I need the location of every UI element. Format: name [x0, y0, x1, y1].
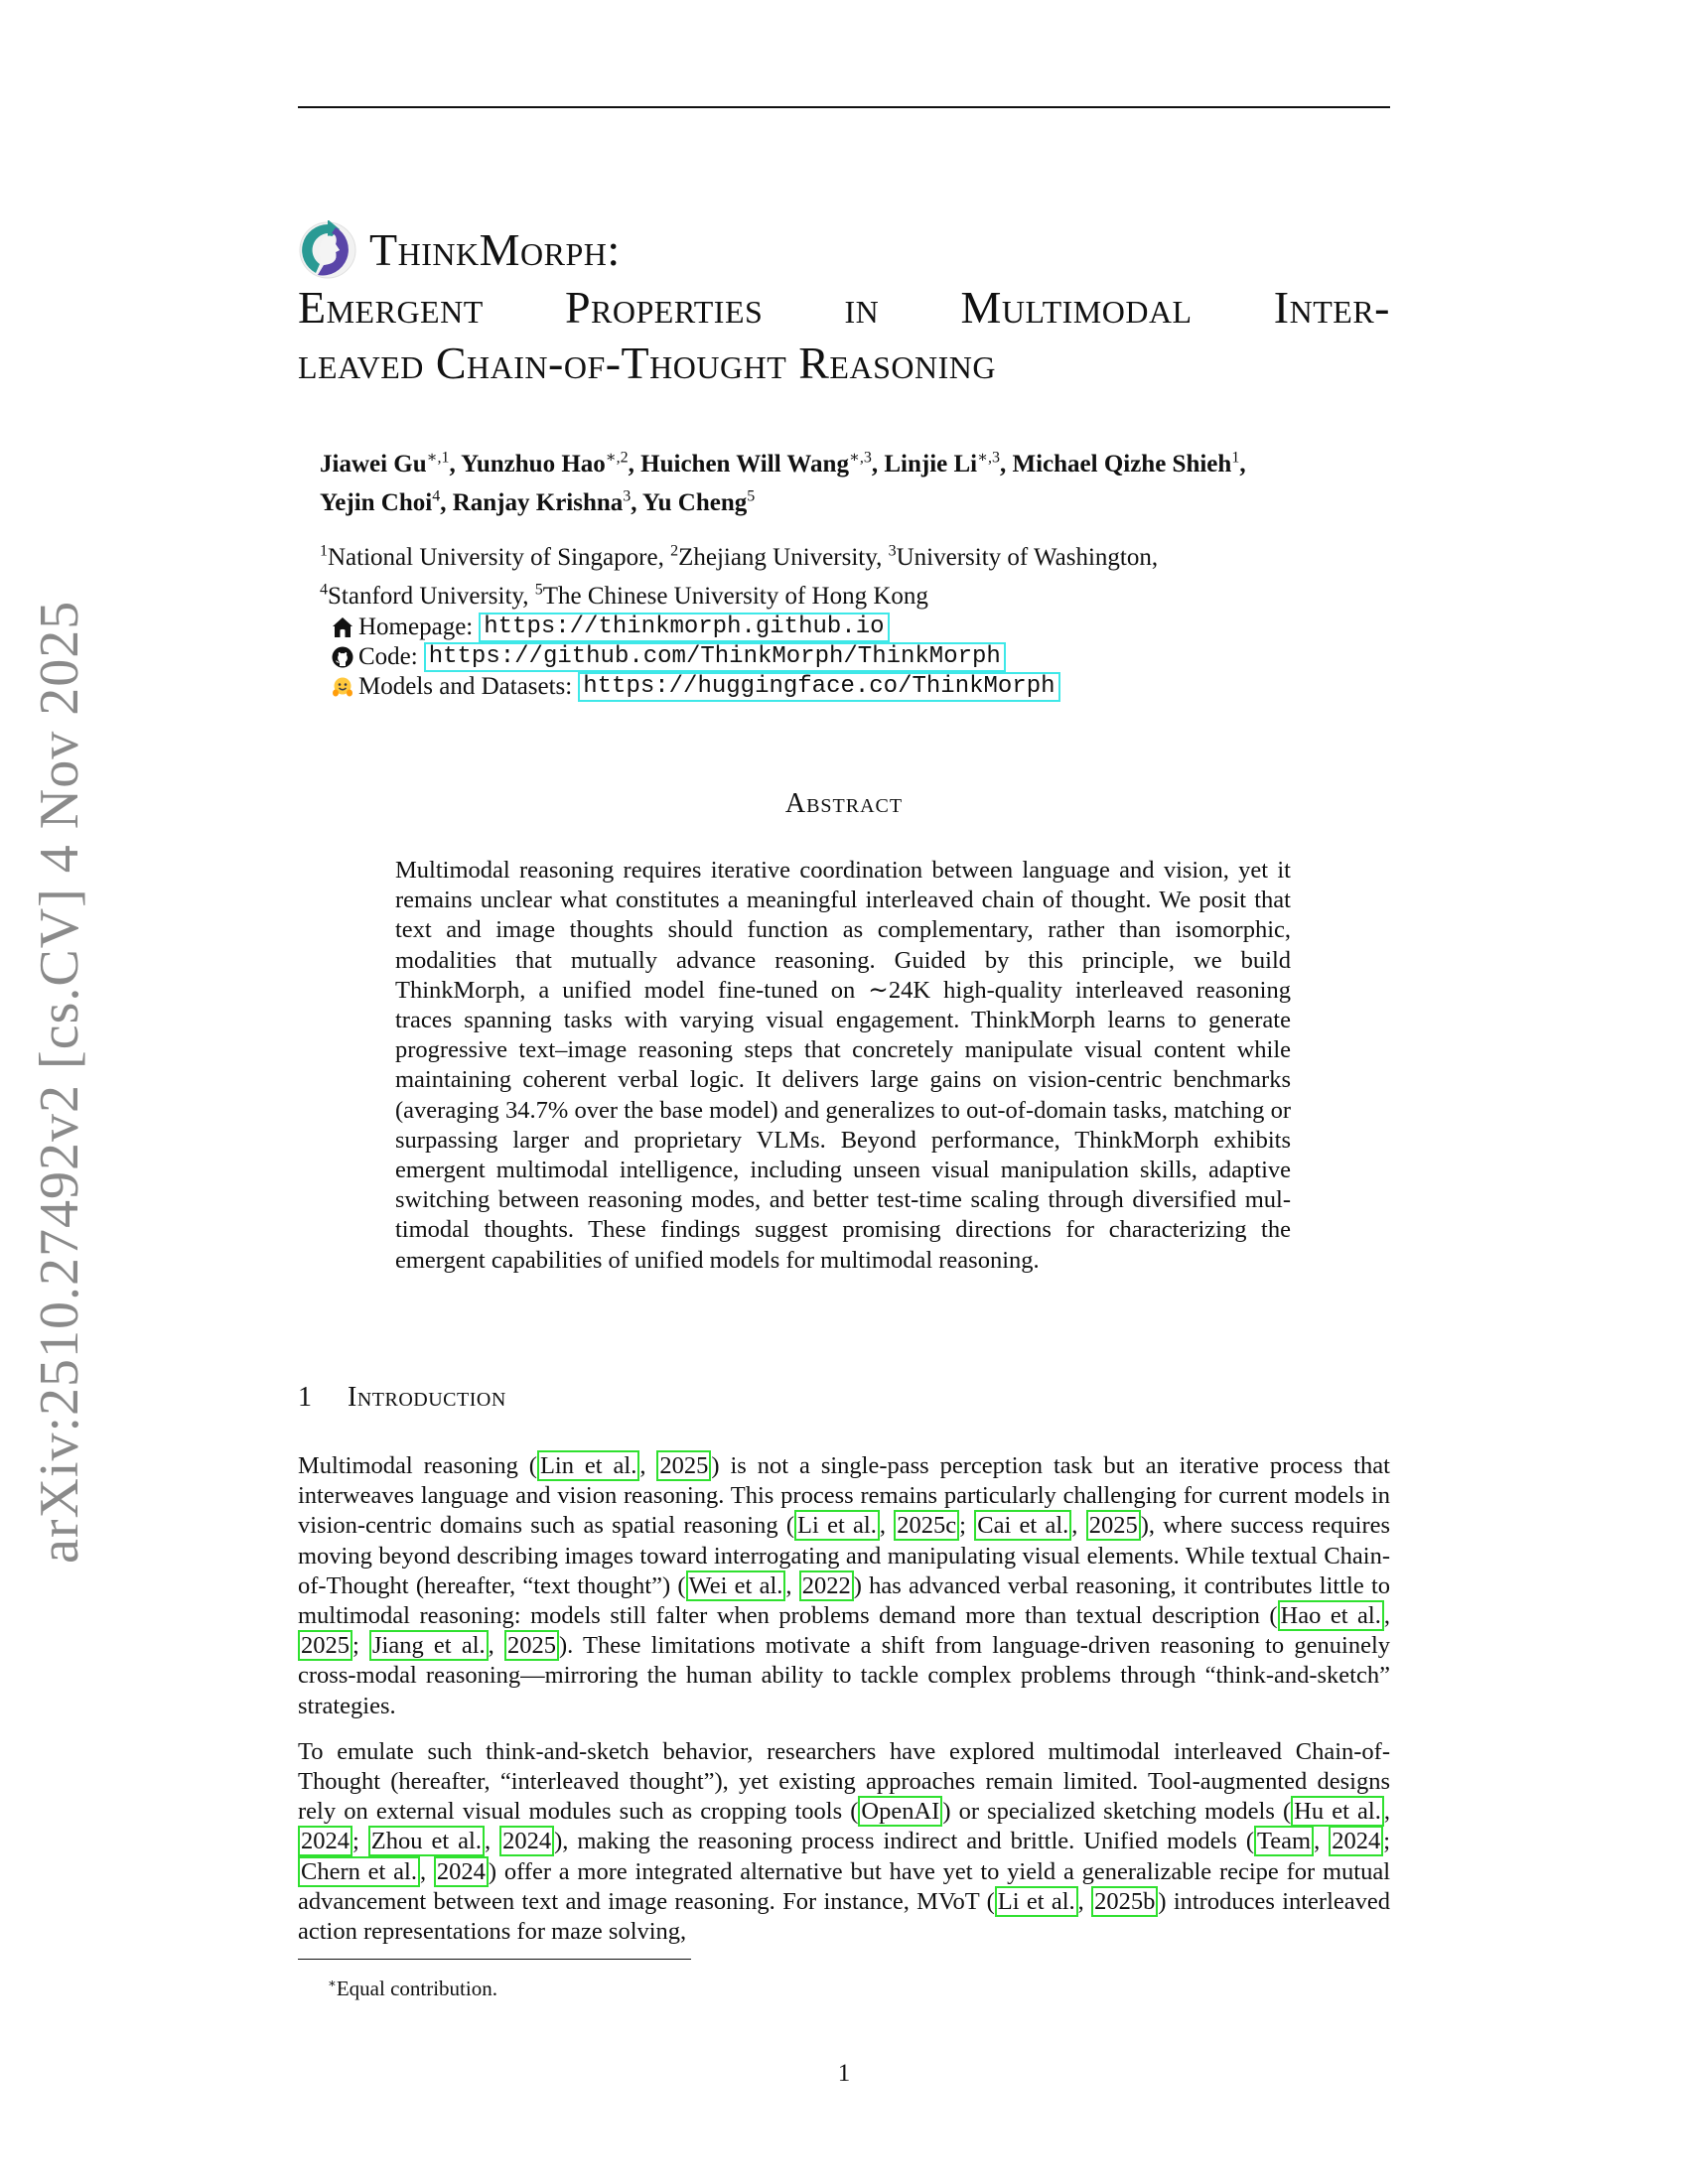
- citation-link[interactable]: 2024: [499, 1826, 554, 1856]
- title-line-1: [298, 220, 1390, 280]
- intro-paragraph-1: Multimodal reasoning ( Lin et al. , 2025 ) is not a single-pass perception task but an iterative process that interweaves language and vision reasoning. This process remains particularly challenging for current models in vision-centric domains such as spatial reasoning ( Li et al. , 2025c ; Cai et al. , 2025 ), where success requires moving beyond describing images toward interrogating and manipulating visual elements. While textual Chain-of-Thought (hereafter, “text thought”) ( Wei et al. , 2022 ) has advanced verbal reasoning, it contributes little to multimodal reasoning: models still falter when problems demand more than textual description ( Hao et al. , 2025 ; Jiang et al. , 2025 ). These limitations motivate a shift from language-driven reasoning to genuinely cross-modal reasoning—mirroring the human ability to tackle complex problems through “think-and-sketch” strategies.: [298, 1452, 1391, 1719]
- citation-link[interactable]: 2025: [504, 1630, 559, 1661]
- home-icon: [331, 615, 354, 639]
- title-text-1: ThinkMorph:: [369, 224, 621, 275]
- affiliation: $^1$National University of Singapore,: [320, 543, 671, 572]
- homepage-url-link[interactable]: https://thinkmorph.github.io: [479, 613, 889, 642]
- citation-link[interactable]: Hu et al.: [1291, 1796, 1384, 1827]
- affiliation: $^2$Zhejiang University,: [670, 543, 889, 572]
- title-line-3: leaved Chain-of-Thought Reasoning: [298, 338, 996, 388]
- models-label: Models and Datasets:: [358, 673, 573, 700]
- citation-link[interactable]: 2025: [656, 1450, 711, 1481]
- citation-link[interactable]: Chern et al.: [298, 1856, 420, 1887]
- author: Linjie $Li^{∗,3}$,: [884, 450, 1013, 478]
- citation-link[interactable]: Wei et al.: [686, 1570, 786, 1601]
- citation-link[interactable]: 2024: [434, 1856, 489, 1887]
- citation-link[interactable]: 2025: [298, 1630, 352, 1661]
- thinkmorph-logo-icon: [298, 220, 357, 280]
- citation-link[interactable]: Zhou et al.: [368, 1826, 485, 1856]
- citation-link[interactable]: Hao et al.: [1278, 1600, 1384, 1631]
- citation-link[interactable]: 2025b: [1091, 1886, 1158, 1917]
- paper-title: [298, 220, 1390, 391]
- affiliation: $^4$Stanford University,: [320, 581, 535, 610]
- author: Jiawei $Gu^{∗,1}$,: [320, 450, 462, 478]
- page-number: 1: [837, 2060, 851, 2087]
- affiliation: $^5$The Chinese University of Hong Kong: [534, 581, 928, 610]
- citation-link[interactable]: 2022: [799, 1570, 854, 1601]
- abstract-heading: Abstract: [784, 788, 904, 819]
- arxiv-stamp[interactable]: arXiv:2510.27492v2 [cs.CV] 4 Nov 2025: [29, 600, 90, 1564]
- section-heading-introduction: [298, 1382, 506, 1414]
- citation-link[interactable]: Cai et al.: [974, 1510, 1071, 1541]
- footnote-rule: [298, 1959, 691, 1960]
- citation-link[interactable]: 2024: [1329, 1826, 1383, 1856]
- footnote-text: Equal contribution.: [336, 1977, 497, 2000]
- affiliation: $^3$University of Washington,: [888, 543, 1159, 572]
- header-rule: [298, 106, 1390, 108]
- citation-link[interactable]: OpenAI: [858, 1796, 942, 1827]
- citation-link[interactable]: Li et al.: [995, 1886, 1078, 1917]
- citation-link[interactable]: Jiang et al.: [369, 1630, 489, 1661]
- title-line-2: Emergent Properties in Multimodal Inter-: [298, 282, 1390, 333]
- section-number: 1: [298, 1382, 313, 1413]
- abstract-body: Multimodal reasoning requires iterative coordination between language and vision, yet it remains unclear what constitutes a meaningful interleaved chain of thought. We posit that text and image thoughts should function as complementary, rather than isomorphic, modalities that mutually advance reasoning. Guided by this principle, we build ThinkMorph, a unified model fine-tuned on ∼24K high-quality interleaved reasoning traces spanning tasks with varying visual engagement. ThinkMorph learns to generate progressive text–image reasoning steps that concretely manipulate visual content while maintaining coherent verbal logic. It delivers large gains on vision-centric benchmarks (averaging 34.7% over the base model) and generalizes to out-of-domain tasks, matching or surpassing larger and proprietary VLMs. Beyond performance, ThinkMorph exhibits emergent multimodal intelligence, including unseen visual manipulation skills, adaptive switching between reasoning modes, and better test-time scaling through diversified multimodal thoughts. These findings suggest promising directions for characterizing the emergent capabilities of unified models for multimodal reasoning.: [395, 857, 1291, 1274]
- citation-link[interactable]: 2025c: [894, 1510, 959, 1541]
- author: Michael Qizhe Shieh$^1$,: [1012, 450, 1246, 478]
- footnote: [328, 1971, 497, 2001]
- section-title: Introduction: [348, 1382, 506, 1413]
- author: Yunzhuo Hao$^{∗,2}$,: [461, 450, 641, 478]
- homepage-label: Homepage:: [358, 614, 474, 640]
- author: Yu Cheng$^5$: [641, 487, 756, 516]
- code-url-link[interactable]: https://github.com/ThinkMorph/ThinkMorph: [424, 642, 1006, 672]
- author: Yejin Choi$^4$,: [320, 487, 453, 516]
- citation-link[interactable]: Lin et al.: [537, 1450, 639, 1481]
- introduction-body: [298, 1451, 1390, 1963]
- intro-paragraph-2: To emulate such think-and-sketch behavior, researchers have explored multimodal interleaved Chain-of-Thought (hereafter, “interleaved thought”), yet existing approaches remain limited. Tool-augmented designs rely on external visual modules such as cropping tools ( OpenAI ) or specialized sketching models ( Hu et al. , 2024 ; Zhou et al. , 2024 ), making the reasoning process indirect and brittle. Unified models ( Team , 2024 ; Chern et al. , 2024 ) offer a more integrated alternative but have yet to yield a generalizable recipe for mutual advancement between text and image reasoning. For instance, MVoT ( Li et al. , 2025b ) introduces interleaved action representations for maze solving,: [298, 1737, 1391, 1946]
- author: Ranjay Krishna$^3$,: [452, 487, 642, 516]
- resource-links: [331, 613, 1060, 702]
- huggingface-icon: [331, 675, 354, 699]
- github-icon: [331, 645, 354, 669]
- affiliation-list: [320, 536, 1392, 613]
- citation-link[interactable]: 2025: [1086, 1510, 1141, 1541]
- models-url-link[interactable]: https://huggingface.co/ThinkMorph: [578, 672, 1059, 702]
- citation-link[interactable]: 2024: [298, 1826, 352, 1856]
- homepage-link-row: [331, 613, 1060, 642]
- author: Huichen Will Wang$^{∗,3}$,: [640, 450, 885, 478]
- citation-link[interactable]: Li et al.: [794, 1510, 880, 1541]
- code-link-row: [331, 642, 1060, 672]
- models-link-row: [331, 672, 1060, 702]
- author-list: [320, 443, 1392, 519]
- citation-link[interactable]: Team: [1254, 1826, 1314, 1856]
- code-label: Code:: [358, 643, 418, 670]
- footnote-mark: ∗: [328, 1976, 337, 1990]
